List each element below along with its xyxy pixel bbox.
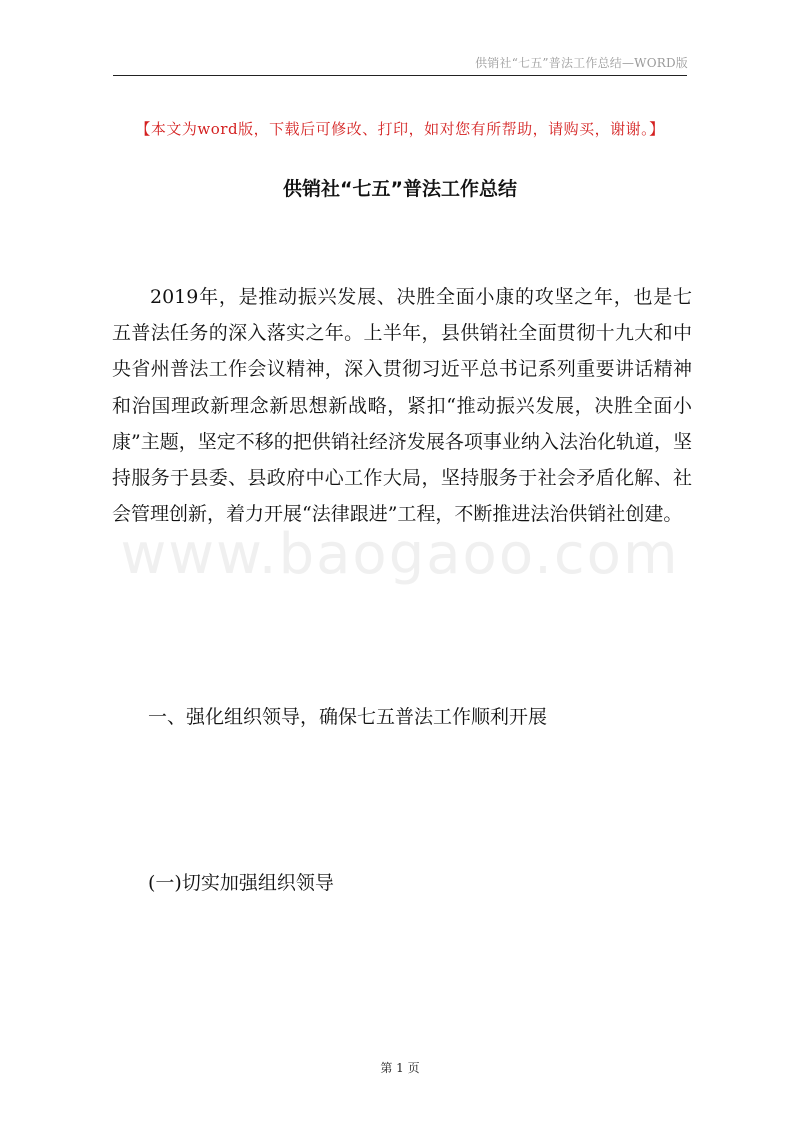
- header-divider: [113, 75, 687, 76]
- document-title: 供销社“七五”普法工作总结: [283, 178, 517, 200]
- purchase-notice: 【本文为word版，下载后可修改、打印，如对您有所帮助，请购买，谢谢。】: [135, 120, 665, 138]
- running-header: 供销社“七五”普法工作总结—WORD版: [475, 56, 688, 70]
- section-heading: 一、强化组织领导，确保七五普法工作顺利开展: [148, 706, 548, 728]
- intro-paragraph: 2019年，是推动振兴发展、决胜全面小康的攻坚之年，也是七五普法任务的深入落实之年。上半年，县供销社全面贯彻十九大和中央省州普法工作会议精神，深入贯彻习近平总书记系列重要讲话精神和治国理政新理念新思想新战略，紧扣“推动振兴发展，决胜全面小康”主题，坚定不移的把供销社经济发展各项事业纳入法治化轨道，坚持服务于县委、县政府中心工作大局，坚持服务于社会矛盾化解、社会管理创新，着力开展“法律跟进”工程，不断推进法治供销社创建。: [112, 286, 692, 526]
- subsection-heading: (一)切实加强组织领导: [148, 872, 334, 894]
- watermark: www.baogaoo.com: [120, 522, 680, 587]
- page-number: 第 1 页: [380, 1061, 420, 1075]
